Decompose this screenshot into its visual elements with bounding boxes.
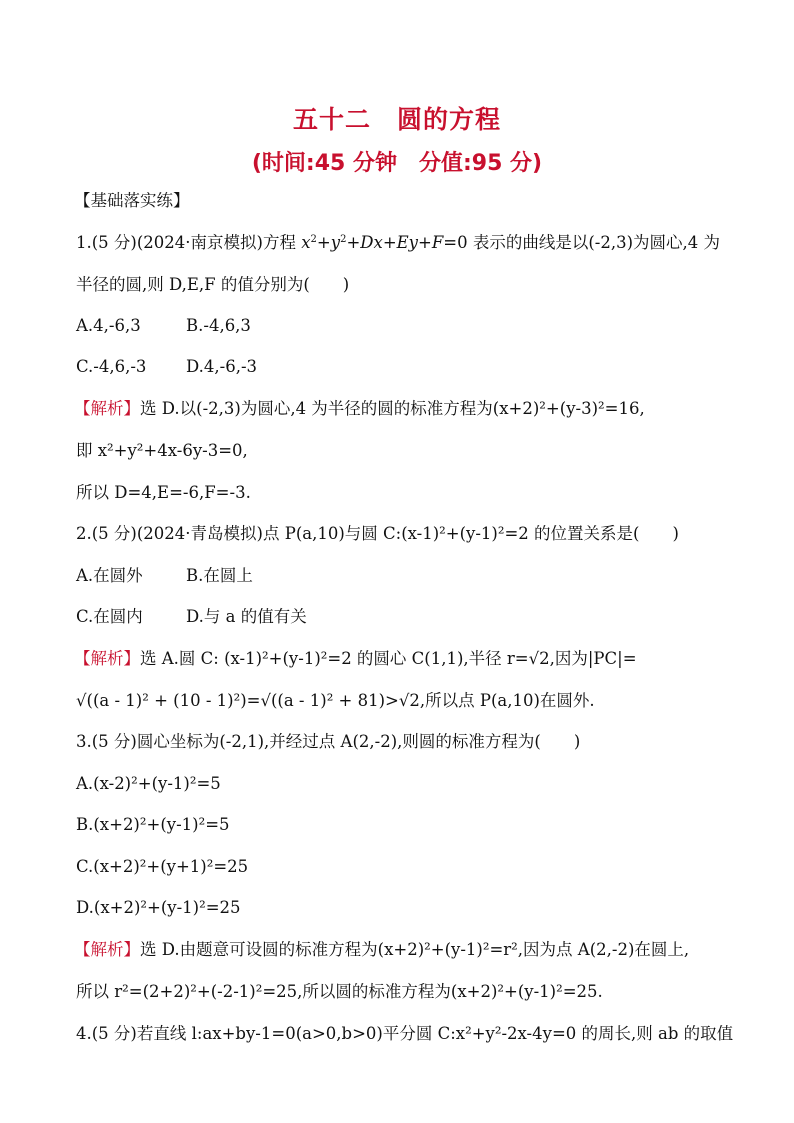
q3-option-c[interactable]: C.(x+2)²+(y+1)²=25 bbox=[76, 857, 249, 876]
q1-line2: 半径的圆,则 D,E,F 的值分别为( ) bbox=[76, 275, 350, 294]
q2-line1: 2.(5 分)(2024·青岛模拟)点 P(a,10)与圆 C:(x-1)²+(y-1)²=2 的位置关系是( ) bbox=[76, 524, 679, 543]
q3-solution-text1: 选 D.由题意可设圆的标准方程为(x+2)²+(y-1)²=r²,因为点 A(2,-2)在圆上, bbox=[140, 940, 690, 959]
section-heading: 【基础落实练】 bbox=[74, 191, 190, 210]
q1-option-c[interactable]: C.-4,6,-3 bbox=[76, 357, 147, 376]
q2-options-row2 bbox=[76, 606, 307, 628]
q3-option-d[interactable]: D.(x+2)²+(y-1)²=25 bbox=[76, 898, 241, 917]
q2-solution-text1: 选 A.圆 C: (x-1)²+(y-1)²=2 的圆心 C(1,1),半径 r=√2,因为|PC|= bbox=[140, 649, 637, 668]
q3-solution-line2: 所以 r²=(2+2)²+(-2-1)²=25,所以圆的标准方程为(x+2)²+(y-1)²=25. bbox=[76, 982, 603, 1001]
q1-options-row1 bbox=[76, 315, 251, 337]
q3-option-a[interactable]: A.(x-2)²+(y-1)²=5 bbox=[76, 774, 221, 793]
q1-option-d[interactable]: D.4,-6,-3 bbox=[186, 357, 258, 376]
q3-option-b[interactable]: B.(x+2)²+(y-1)²=5 bbox=[76, 815, 230, 834]
q1-options-row2 bbox=[76, 356, 257, 378]
page-title: 五十二 圆的方程 bbox=[292, 105, 501, 134]
q4-line1: 4.(5 分)若直线 l:ax+by-1=0(a>0,b>0)平分圆 C:x²+y²-2x-4y=0 的周长,则 ab 的取值 bbox=[76, 1024, 734, 1043]
q1-jiexi-label: 【解析】 bbox=[74, 399, 140, 418]
q2-option-d[interactable]: D.与 a 的值有关 bbox=[186, 607, 307, 626]
q1-option-a[interactable]: A.4,-6,3 bbox=[76, 316, 141, 335]
q3-line1: 3.(5 分)圆心坐标为(-2,1),并经过点 A(2,-2),则圆的标准方程为( ) bbox=[76, 732, 581, 751]
q1-solution-line3: 所以 D=4,E=-6,F=-3. bbox=[76, 483, 251, 502]
q2-solution-line1 bbox=[74, 648, 637, 670]
q1-solution-line1 bbox=[74, 398, 645, 420]
q1-option-b[interactable]: B.-4,6,3 bbox=[186, 316, 251, 335]
page-subtitle: (时间:45 分钟 分值:95 分) bbox=[251, 151, 543, 176]
q2-option-b[interactable]: B.在圆上 bbox=[186, 566, 253, 585]
q1-solution-line2: 即 x²+y²+4x-6y-3=0, bbox=[76, 441, 248, 460]
q3-jiexi-label: 【解析】 bbox=[74, 940, 140, 959]
q2-options-row1 bbox=[76, 565, 253, 587]
q1-line1 bbox=[76, 232, 720, 254]
q2-option-c[interactable]: C.在圆内 bbox=[76, 607, 143, 626]
q2-option-a[interactable]: A.在圆外 bbox=[76, 566, 143, 585]
q1-line1-prefix: 1.(5 分)(2024·南京模拟)方程 bbox=[76, 233, 302, 252]
q1-line1-suffix: 表示的曲线是以(-2,3)为圆心,4 为 bbox=[467, 233, 721, 252]
q1-equation: $x^2+y^2+Dx+Ey+F=0$ bbox=[301, 233, 468, 252]
q1-solution-text1: 选 D.以(-2,3)为圆心,4 为半径的圆的标准方程为(x+2)²+(y-3)²=16, bbox=[140, 399, 645, 418]
q3-solution-line1 bbox=[74, 939, 689, 961]
q2-jiexi-label: 【解析】 bbox=[74, 649, 140, 668]
q2-solution-line2: √((a - 1)² + (10 - 1)²)=√((a - 1)² + 81)>√2,所以点 P(a,10)在圆外. bbox=[76, 691, 595, 710]
